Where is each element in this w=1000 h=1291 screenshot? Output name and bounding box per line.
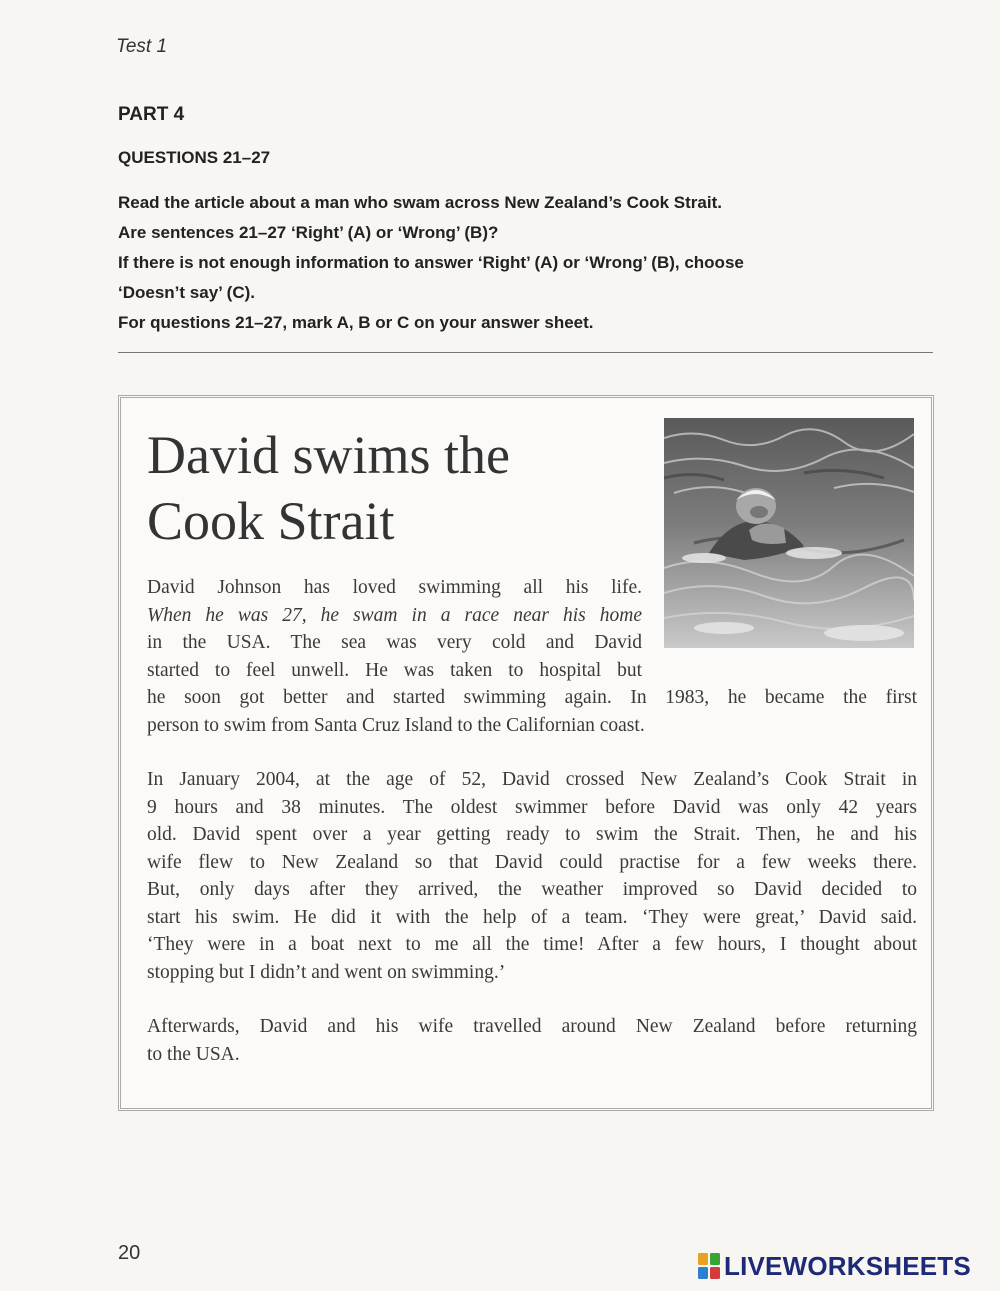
body-line: In January 2004, at the age of 52, David crossed New Zealand’s Cook Strait in bbox=[147, 769, 917, 790]
paragraph-1 bbox=[147, 574, 917, 739]
body-line: he soon got better and started swimming again. In 1983, he became the first bbox=[147, 687, 917, 708]
body-line: person to swim from Santa Cruz Island to the Californian coast. bbox=[147, 714, 645, 736]
instructions bbox=[118, 188, 898, 338]
article-body bbox=[147, 574, 917, 1068]
test-label: Test 1 bbox=[116, 36, 168, 57]
body-line: David Johnson has loved swimming all his life. bbox=[147, 577, 642, 598]
liveworksheets-logo[interactable] bbox=[698, 1250, 971, 1282]
body-line: ‘They were in a boat next to me all the time! After a few hours, I thought about bbox=[147, 934, 917, 955]
body-line: start his swim. He did it with the help of a team. ‘They were great,’ David said. bbox=[147, 906, 917, 928]
logo-text: LIVEWORKSHEETS bbox=[724, 1250, 971, 1281]
article-box bbox=[118, 395, 934, 1111]
instruction-line: ‘Doesn’t say’ (C). bbox=[118, 283, 255, 302]
instruction-line: Read the article about a man who swam across New Zealand’s Cook Strait. bbox=[118, 193, 722, 212]
body-line: 9 hours and 38 minutes. The oldest swimmer before David was only 42 years bbox=[147, 796, 917, 818]
body-line: stopping but I didn’t and went on swimming.’ bbox=[147, 961, 506, 983]
body-line: wife flew to New Zealand so that David could practise for a few weeks there. bbox=[147, 851, 917, 873]
article-headline bbox=[147, 422, 647, 554]
liveworksheets-logo-icon bbox=[698, 1253, 720, 1279]
headline-line: Cook Strait bbox=[147, 491, 395, 551]
body-line: old. David spent over a year getting ready to swim the Strait. Then, he and his bbox=[147, 824, 917, 845]
instruction-line: For questions 21–27, mark A, B or C on your answer sheet. bbox=[118, 313, 594, 332]
body-line: to the USA. bbox=[147, 1043, 240, 1065]
body-line: Afterwards, David and his wife travelled around New Zealand before returning bbox=[147, 1016, 917, 1037]
body-line: in the USA. The sea was very cold and David bbox=[147, 632, 642, 653]
instruction-line: If there is not enough information to answer ‘Right’ (A) or ‘Wrong’ (B), choose bbox=[118, 253, 744, 272]
headline-line: David swims the bbox=[147, 425, 510, 485]
body-line: But, only days after they arrived, the weather improved so David decided to bbox=[147, 879, 917, 900]
part-heading: PART 4 bbox=[118, 104, 185, 125]
instruction-line: Are sentences 21–27 ‘Right’ (A) or ‘Wrong’ (B)? bbox=[118, 223, 499, 242]
body-line: When he was 27, he swam in a race near his home bbox=[147, 604, 642, 626]
paragraph-3 bbox=[147, 1013, 917, 1068]
divider-rule bbox=[118, 352, 933, 353]
questions-heading: QUESTIONS 21–27 bbox=[118, 148, 271, 167]
paragraph-2 bbox=[147, 766, 917, 986]
body-line: started to feel unwell. He was taken to hospital but bbox=[147, 659, 642, 681]
page-number: 20 bbox=[118, 1242, 141, 1264]
